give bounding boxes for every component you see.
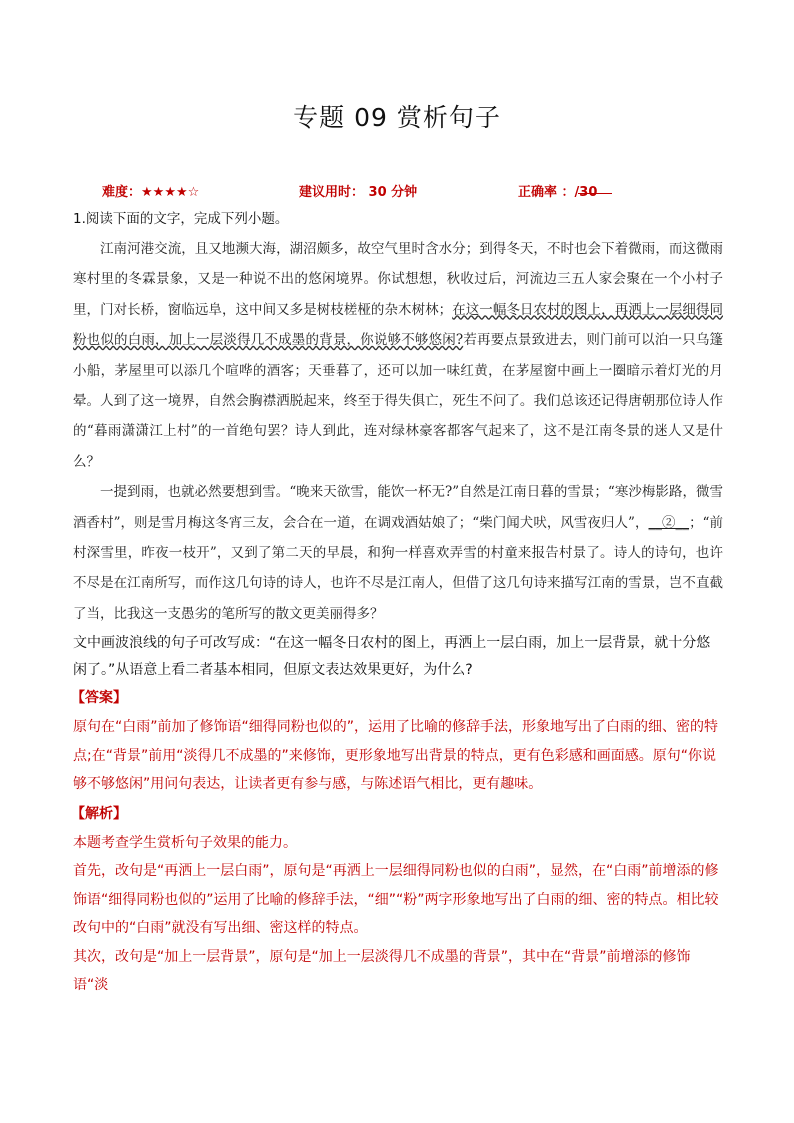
- analysis-paragraph: 首先，改句是“再洒上一层白雨”，原句是“再洒上一层细得同粉也似的白雨”，显然，在“白雨”前增添的修饰语“细得同粉也似的”运用了比喻的修辞手法，“细”“粉”两字形象地写出了白雨的细、密的特点。相比较改句中的“白雨”就没有写出细、密这样的特点。: [73, 863, 719, 937]
- passage-text: 一提到雨，也就必然要想到雪。“晚来天欲雪，能饮一杯无?”自然是江南日暮的雪景；“寒沙梅影路，微雪酒香村”，则是雪月梅这冬宵三友，会合在一道，在调戏酒姑娘了；“柴门闻犬吠，风雪夜归人”，: [73, 484, 723, 531]
- passage-paragraph-1: [73, 234, 723, 477]
- time-value: 30 分钟: [368, 185, 418, 200]
- difficulty-stars: ★★★★☆: [141, 185, 200, 200]
- question-text: 文中画波浪线的句子可改写成：“在这一幅冬日农村的图上，再洒上一层白雨，加上一层背景，就十分悠闲了。”从语意上看二者基本相同，但原文表达效果更好，为什么?: [73, 635, 711, 678]
- accuracy-total: /30: [574, 185, 598, 200]
- difficulty-label: 难度：: [102, 185, 142, 200]
- page-title: 专题 09 赏析句子: [293, 103, 501, 132]
- wavy-underlined-sentence: 在这一幅冬日农村的图上，再洒上一层细得同粉也似的白雨，加上一层淡得几不成墨的背景，你说够不够悠闲?: [73, 301, 724, 349]
- analysis-paragraph: 其次，改句是“加上一层背景”，原句是“加上一层淡得几不成墨的背景”，其中在“背景”前增添的修饰语“淡: [73, 948, 691, 994]
- passage-text: 若再要点景致进去，则门前可以泊一只乌篷小船，茅屋里可以添几个喧哗的酒客；天垂暮了，还可以加一味红黄，在茅屋窗中画上一圈暗示着灯光的月晕。人到了这一境界，自然会胸襟洒脱起来，终至于得失俱亡，死生不问了。我们总该还记得唐朝那位诗人作的“暮雨潇潇江上村”的一首绝句罢？诗人到此，连对绿林豪客都客气起来了，这不是江南冬景的迷人又是什么？: [73, 332, 723, 470]
- accuracy-label: 正确率 ：: [518, 185, 575, 200]
- accuracy: [518, 181, 597, 200]
- meta-row: [102, 181, 702, 201]
- question-intro: 1.阅读下面的文字，完成下列小题。: [73, 211, 289, 227]
- analysis-paragraph: 本题考查学生赏析句子效果的能力。: [73, 834, 297, 851]
- content: [73, 206, 723, 1000]
- passage-text: ；“前村深雪里，昨夜一枝开”，又到了第二天的早晨，和狗一样喜欢弄雪的村童来报告村景了。诗人的诗句，也许不尽是在江南所写，而作这几句诗的诗人，也许不尽是江南人，但借了这几句诗来描写江南的雪景，岂不直截了当，比我这一支愚劣的笔所写的散文更美丽得多？: [73, 514, 723, 622]
- difficulty: [102, 181, 199, 200]
- passage-text: 江南河港交流，且又地濒大海，湖沼颇多，故空气里时含水分；到得冬天，不时也会下着微雨，而这微雨寒村里的冬霖景象，又是一种说不出的悠闲境界。你试想想，秋收过后，河流边三五人家会聚在一个小村子里，门对长桥，窗临远阜，这中间又多是树枝槎桠的杂木树林；: [73, 241, 723, 318]
- accuracy-blank: [578, 181, 612, 194]
- answer-text: 原句在“白雨”前加了修饰语“细得同粉也似的”，运用了比喻的修辞手法，形象地写出了白雨的细、密的特点;在“背景”前用“淡得几不成墨的”来修饰，更形象地写出背景的特点，更有色彩感和画面感。原句“你说够不够悠闲”用问句表达，让读者更有参与感，与陈述语气相比，更有趣味。: [73, 719, 719, 793]
- suggested-time: [299, 181, 417, 200]
- time-label: 建议用时：: [299, 185, 365, 200]
- blank-marker-2: __②__: [648, 514, 690, 531]
- analysis-body: [73, 829, 723, 1000]
- passage-paragraph-2: [73, 477, 723, 629]
- reading-passage: [73, 234, 723, 629]
- analysis-label: 【解析】: [71, 805, 127, 822]
- answer-label: 【答案】: [71, 690, 127, 707]
